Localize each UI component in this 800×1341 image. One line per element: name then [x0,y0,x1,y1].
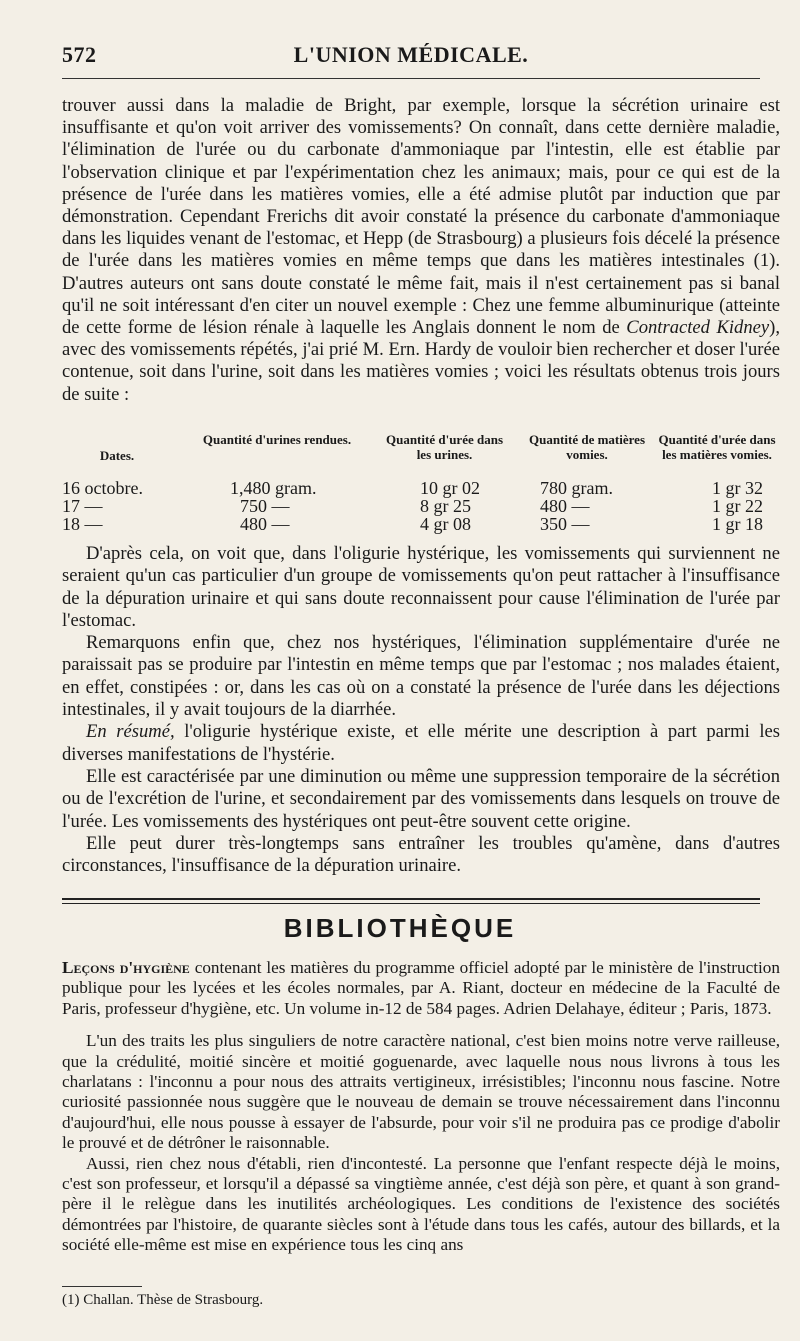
table-header [62,432,782,464]
cell-urines: 750 — [240,496,290,516]
col-header-matieres: Quantité de matières vomies. [528,432,646,462]
cell-urines: 1,480 gram. [230,478,317,498]
col-header-urines: Quantité d'urines rendues. [202,432,352,447]
paragraph: Elle peut durer très-longtemps sans entraîner les troubles qu'amène, dans d'autres circonstances, l'insuffisance de la dépuration urinaire. [62,832,780,877]
italic-term: Contracted Kidney [626,317,770,339]
cell-date: 17 — [62,496,103,516]
cell-urines: 480 — [240,514,290,534]
italic-lead: En résumé, [86,721,175,743]
col-header-uree-urines: Quantité d'urée dans les urines. [385,432,503,462]
text-run: ), avec des vomissements répétés, j'ai prié M. Ern. Hardy de vouloir bien rechercher et doser l'urée contenue, soit dans l'urine, soit dans les matières vomies ; voici les résultats obtenus trois jours de suite : [62,317,780,405]
paragraph: Aussi, rien chez nous d'établi, rien d'incontesté. La personne que l'enfant respecte déjà le moins, c'est son professeur, et lorsqu'il a dépassé sa vingtième année, c'est déjà son père, et quant à son grand-père il le relègue dans les inutilités archéologiques. Les conditions de l'existence des sociétés démontrées par l'histoire, de quarante siècles sont à l'étude dans tous les cafés, autour des billards, et la société elle-même est mise en expérience tous les cinq ans [62,1153,780,1255]
cell-uree-matieres: 1 gr 18 [712,514,763,534]
col-header-uree-matieres: Quantité d'urée dans les matières vomies. [658,432,776,462]
cell-uree-urines: 8 gr 25 [420,496,471,516]
text-run: l'oligurie hystérique existe, et elle mérite une description à part parmi les diverses manifestations de l'hystérie. [62,721,780,765]
book-title: Leçons d'hygiène [62,958,190,977]
results-table [62,432,782,532]
cell-matieres: 480 — [540,496,590,516]
col-header-dates: Dates. [99,448,135,463]
text-run: trouver aussi dans la maladie de Bright, par exemple, lorsque la sécrétion urinaire est insuffisante et qu'on voit arriver des vomissements? On connaît, dans cette dernière maladie, l'élimination de l'urée ou du carbonate d'ammoniaque par l'intestin, elle est établie par l'observation clinique et par l'expérimentation chez les animaux; mais, pour ce qui est de la présence de l'urée dans les matières vomies, elle a été admise plutôt par induction que par démonstration. Cependant Frerichs dit avoir constaté la présence du carbonate d'ammoniaque dans les liquides venant de l'estomac, et Hepp (de Strasbourg) a plusieurs fois décelé la présence de l'urée dans les matières vomies en même temps que dans les matières intestinales (1). D'autres auteurs ont sans doute constaté le même fait, mais il n'est certainement pas si banal qu'il ne soit intéressant d'en citer un nouvel exemple : Chez une femme albuminurique (atteinte de cette forme de lésion rénale à laquelle les Anglais donnent le nom de [62,95,780,339]
body-text-top [62,95,780,406]
paragraph [62,95,780,406]
footnote: (1) Challan. Thèse de Strasbourg. [62,1292,264,1308]
section-title: BIBLIOTHÈQUE [283,913,517,943]
footnote-divider [62,1286,142,1287]
book-details: contenant les matières du programme officiel adopté par le ministère de l'instruction publique pour les lycées et les écoles normales, par A. Riant, docteur en médecine de la Faculté de Paris, professeur d'hygiène, etc. Un volume in-12 de 584 pages. Adrien Delahaye, éditeur ; Paris, 1873. [62,958,780,1018]
paragraph: Elle est caractérisée par une diminution ou même une suppression temporaire de la sécrétion ou de l'excrétion de l'urine, et secondairement par des vomissements dans lesquels on trouve de l'urée. Les vomissements des hystériques ont peut-être souvent cette origine. [62,765,780,832]
cell-matieres: 780 gram. [540,478,613,498]
cell-uree-urines: 10 gr 02 [420,478,480,498]
cell-date: 16 octobre. [62,478,143,498]
journal-title: L'UNION MÉDICALE. [293,42,529,67]
page-number: 572 [62,42,97,67]
cell-uree-matieres: 1 gr 22 [712,496,763,516]
cell-uree-matieres: 1 gr 32 [712,478,763,498]
running-header [62,42,760,79]
table-row [62,478,782,496]
section-divider [62,903,760,904]
paragraph: L'un des traits les plus singuliers de notre caractère national, c'est bien moins notre verve railleuse, que la crédulité, moitié sincère et moitié goguenarde, avec laquelle nous nous livrons à tous les charlatans : l'inconnu a pour nous des attraits vertigineux, irrésistibles; l'inconnu nous fascine. Notre curiosité passionnée nous suggère que le nouveau de demain se trouve nécessairement dans l'inconnu d'aujourd'hui, elle nous pousse à essayer de l'absurde, pour voir s'il ne produira pas ce prodige d'abolir le prouvé et de détrôner le raisonnable. [62,1031,780,1153]
paragraph: D'après cela, on voit que, dans l'oligurie hystérique, les vomissements qui surviennent ne seraient qu'un cas particulier d'un groupe de vomissements qu'on peut rattacher à l'insuffisance de la dépuration urinaire et qui sans doute reconnaissent pour cause l'élimination de l'urée par l'estomac. [62,543,780,631]
section-divider [62,898,760,900]
paragraph [62,721,780,766]
cell-date: 18 — [62,514,103,534]
body-text-mid [62,543,780,877]
cell-matieres: 350 — [540,514,590,534]
table-row [62,514,782,532]
paragraph: Remarquons enfin que, chez nos hystériques, l'élimination supplémentaire d'urée ne paraissait pas se produire par l'intestin en même temps que par l'estomac ; nos malades étaient, en effet, constipées : or, dans les cas où on a constaté la présence de l'urée dans les déjections intestinales, il y avait toujours de la diarrhée. [62,632,780,721]
table-row [62,496,782,514]
book-entry [62,958,780,1019]
bibliotheque-text [62,958,780,1256]
cell-uree-urines: 4 gr 08 [420,514,471,534]
